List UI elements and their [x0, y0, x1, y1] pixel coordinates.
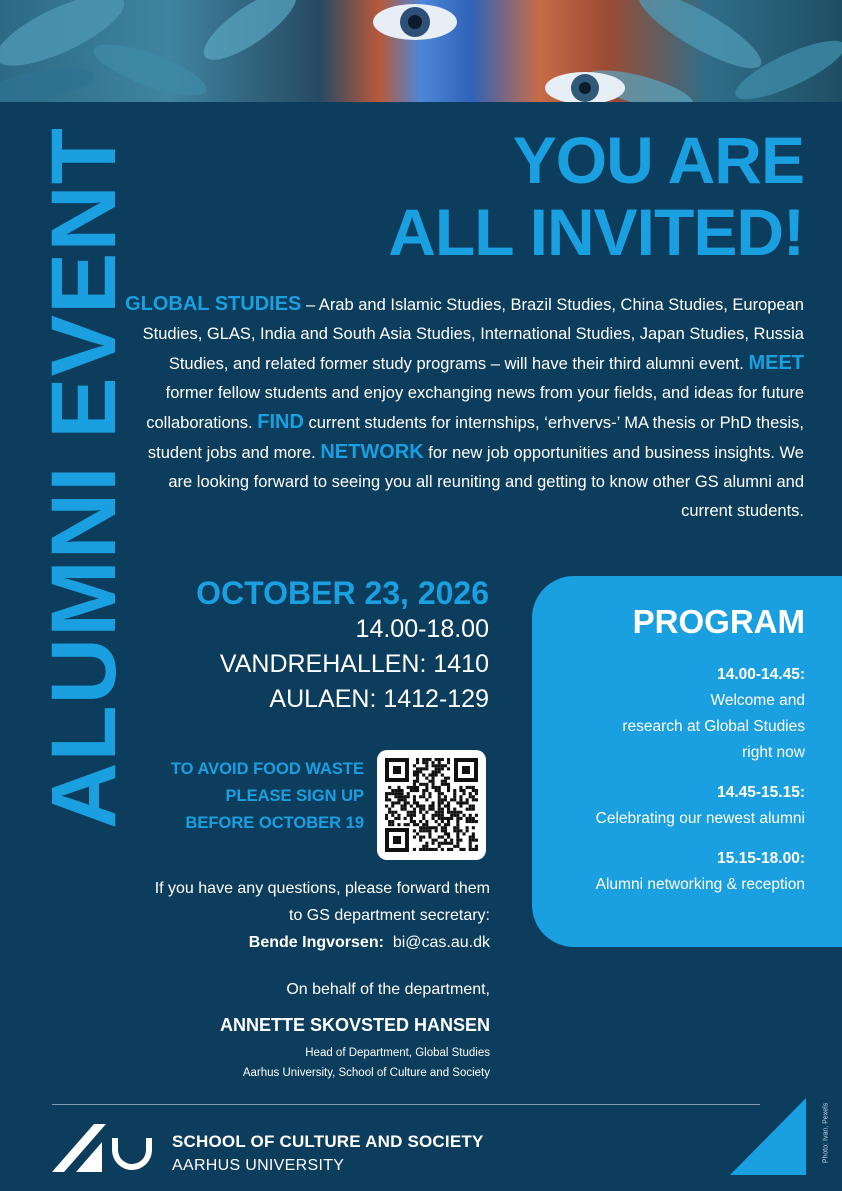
signup-qr-code[interactable]	[377, 750, 486, 860]
event-info	[196, 574, 489, 717]
headline-line-1: YOU ARE	[512, 123, 804, 197]
contact-line-3	[155, 929, 490, 956]
program-item	[532, 846, 805, 898]
event-venue-aulaen: AULAEN: 1412-129	[269, 685, 489, 713]
vertical-title: ALUMNI EVENT	[33, 127, 135, 829]
signup-notice	[171, 756, 364, 837]
program-items	[532, 662, 805, 898]
program-title: PROGRAM	[632, 603, 805, 640]
secretary-email-link[interactable]: bi@cas.au.dk	[392, 934, 490, 951]
program-item-desc: Celebrating our newest alumni	[595, 810, 805, 827]
event-date: OCTOBER 23, 2026	[196, 575, 489, 611]
secretary-name: Bende Ingvorsen:	[248, 934, 384, 951]
event-venue-vandrehallen: VANDREHALLEN: 1410	[219, 650, 489, 678]
program-item-desc: Alumni networking & reception	[595, 876, 805, 893]
contact-line-2: to GS department secretary:	[289, 907, 490, 924]
program-item-time: 15.15-18.00:	[717, 850, 805, 867]
aarhus-university-logo	[52, 1124, 152, 1177]
program-item-time: 14.45-15.15:	[717, 784, 805, 801]
signature-role-line-2: Aarhus University, School of Culture and Society	[242, 1067, 490, 1079]
contact-info	[155, 875, 490, 956]
program-item	[532, 780, 805, 832]
intro-paragraph	[124, 290, 804, 526]
decorative-triangle	[730, 1098, 806, 1180]
program-item-desc: right now	[742, 744, 805, 761]
headline-line-2: ALL INVITED!	[388, 195, 804, 269]
program-panel	[532, 576, 842, 947]
signup-line-1: TO AVOID FOOD WASTE	[170, 760, 364, 778]
signature-behalf: On behalf of the department,	[286, 981, 490, 998]
signup-line-3: BEFORE OCTOBER 19	[185, 814, 364, 832]
intro-text-find: current students for internships, ‘erhvervs-’ MA thesis or PhD thesis, student jobs and more.	[147, 414, 804, 462]
signature-name: ANNETTE SKOVSTED HANSEN	[219, 1015, 490, 1035]
signature-role	[243, 1043, 490, 1083]
photo-credit: Photo: Ivan, Pexels	[822, 1102, 830, 1164]
event-time: 14.00-18.00	[355, 615, 489, 643]
keyword-meet: MEET	[748, 352, 804, 374]
program-item	[532, 662, 805, 766]
footer-school-name: SCHOOL OF CULTURE AND SOCIETY	[172, 1132, 484, 1151]
headline	[388, 124, 804, 268]
au-logo-icon	[52, 1124, 152, 1172]
footer-university-name: AARHUS UNIVERSITY	[172, 1157, 345, 1174]
footer-divider	[52, 1104, 760, 1105]
header-photo	[0, 0, 842, 102]
face-with-leaves-image	[0, 0, 842, 102]
program-item-desc: research at Global Studies	[622, 718, 805, 735]
intro-text-meet: former fellow students and enjoy exchanging news from your fields, and ideas for future collaborations.	[146, 384, 804, 432]
signup-line-2: PLEASE SIGN UP	[225, 787, 364, 805]
signature-role-line-1: Head of Department, Global Studies	[305, 1047, 490, 1059]
program-item-desc: Welcome and	[710, 692, 805, 709]
contact-line-1: If you have any questions, please forward them	[154, 880, 490, 897]
keyword-global-studies: GLOBAL STUDIES	[125, 293, 302, 315]
intro-text-global: – Arab and Islamic Studies, Brazil Studies, China Studies, European Studies, GLAS, India and South Asia Studies, International Studies, Japan Studies, Russia Studies, and related former study programs – will have their third alumni event.	[142, 296, 804, 373]
intro-text-network: for new job opportunities and business insights. We are looking forward to seeing you all reuniting and getting to know other GS alumni and current students.	[168, 444, 804, 520]
qr-code-icon	[385, 758, 478, 852]
program-item-time: 14.00-14.45:	[717, 666, 805, 683]
keyword-network: NETWORK	[320, 441, 424, 463]
keyword-find: FIND	[257, 411, 304, 433]
